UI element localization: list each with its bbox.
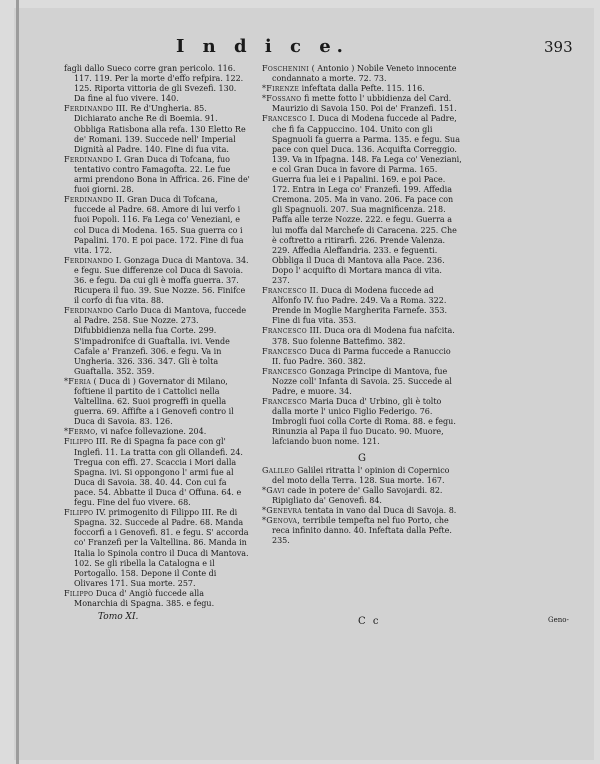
- entry-heading: Ferdinando: [64, 306, 114, 316]
- entry-heading: Francesco: [262, 346, 307, 356]
- index-entry: [64, 437, 250, 508]
- entry-text: terribile tempefta nel fuo Porto, che reca infinito danno. 40. Infeftata dalla Pefte. 235.: [272, 516, 452, 546]
- index-entry: [64, 195, 250, 256]
- entry-text: III. Re di Spagna fa pace con gl' Inglefi. 11. La tratta con gli Ollandefi. 24. Tregua con effi. 27. Scaccia i Mori dalla Spagna. ivi. Si oppongono l' armi fue al Duca di Savoia. 38. 40. 44. Con cui fa pace. 54. Abbatte il Duca d' Offuna. 64. e fegu. Fine del fuo vivere. 68.: [74, 437, 243, 508]
- entry-heading: Filippo: [64, 588, 94, 598]
- index-entry: [262, 84, 462, 94]
- volume-label: Tomo XI.: [98, 612, 139, 622]
- entry-text: III. Duca ora di Modena fua nafcita. 378. Suo folenne Battefimo. 382.: [272, 326, 455, 346]
- entry-heading: Filippo: [64, 508, 94, 518]
- entry-heading: Ferdinando: [64, 104, 114, 114]
- entry-heading: Ferdinando: [64, 255, 114, 265]
- entry-heading: *Gavi: [262, 485, 285, 495]
- index-entry: [262, 94, 462, 114]
- entry-text: I. Duca di Modena fuccede al Padre, che fi fa Cappuccino. 104. Unito con gli Spagnuoli fa guerra a Parma. 135. e fegu. Sua pace con quel Duca. 136. Acquifta Correggio. 139. Va in Ifpagna. 148. Fa Lega co' Veneziani, e col Gran Duca in favore di Parma. 165. Guerra fua lei e i Papalini. 169. e poi Pace. 172. Entra in Lega co' Franzefi. 199. Affedia Cremona. 205. Ma in vano. 206. Fa pace con gli Spagnuoli. 207. Sua magnificenza. 218. Paffa alle terze Nozze. 222. e fegu. Guerra a lui moffa dal Marchefe di Caracena. 225. Che è coftretto a ritirarfi. 226. Prende Valenza. 229. Affedia Aleffandria. 233. e feguenti. Obbliga il Duca di Mantova alla Pace. 236. Dopo l' acquifto di Mortara manca di vita. 237.: [272, 114, 462, 285]
- index-entry: [262, 64, 462, 84]
- entry-text: IV. primogenito di Filippo III. Re di Spagna. 32. Succede al Padre. 68. Manda foccorfi a i Genovefi. 81. e fegu. S' accorda co' Franzefi per la Valtellina. 86. Manda in Italia lo Spinola contro il Duca di Mantova. 102. Se gli ribella la Catalogna e il Portogallo. 158. Depone il Conte di Olivares 171. Sua morte. 257.: [74, 508, 249, 588]
- entry-text: vi nafce follevazione. 204.: [100, 427, 207, 437]
- index-entry: [262, 286, 462, 326]
- entry-text: infeftata dalla Pefte. 115. 116.: [301, 84, 425, 94]
- index-entry: [64, 64, 250, 104]
- entry-text: ( Antonio ) Nobile Veneto innocente condannato a morte. 72. 73.: [272, 64, 457, 84]
- entry-heading: Francesco: [262, 286, 307, 296]
- entry-text: tentata in vano dal Duca di Savoja. 8.: [304, 506, 457, 516]
- left-column: [64, 64, 250, 609]
- entry-text: Galilei ritratta l' opinion di Copernico del moto della Terra. 128. Sua morte. 167.: [272, 465, 450, 485]
- catchword: Geno-: [548, 616, 569, 624]
- entry-text: Duca di Parma fuccede a Ranuccio II. fuo Padre. 360. 382.: [272, 346, 451, 366]
- right-column: [262, 64, 462, 546]
- page-number: 393: [544, 38, 573, 56]
- entry-text: fi mette fotto l' ubbidienza del Card. Maurizio di Savoia 150. Poi de' Franzefi. 151.: [272, 94, 457, 114]
- index-entry: [64, 508, 250, 589]
- entry-heading: *Fermo,: [64, 427, 99, 437]
- entry-text: Gonzaga Principe di Mantova, fue Nozze coll' Infanta di Savoia. 25. Succede al Padre, e muore. 34.: [272, 366, 452, 396]
- entry-text: Duca d' Angiò fuccede alla Monarchia di Spagna. 385. e fegu.: [74, 588, 215, 608]
- index-entry: [262, 506, 462, 516]
- entry-text: I. Gonzaga Duca di Mantova. 34. e fegu. Sue differenze col Duca di Savoia. 36. e fegu. Da cui gli è moffa guerra. 37. Ricupera il fuo. 39. Sue Nozze. 56. Finifce il corfo di fua vita. 88.: [74, 255, 249, 306]
- binding-edge: [16, 0, 19, 764]
- index-entry: [262, 486, 462, 506]
- signature-mark: C c: [358, 616, 381, 627]
- index-entry: [262, 516, 462, 546]
- page-title: I n d i c e.: [176, 36, 349, 57]
- index-entry: [64, 427, 250, 437]
- entry-heading: Ferdinando: [64, 195, 114, 205]
- index-entry: [64, 155, 250, 195]
- section-letter: G: [358, 452, 366, 464]
- entry-heading: *Feria: [64, 376, 91, 386]
- entry-text: cade in potere de' Gallo Savojardi. 82. Ripigliato da' Genovefi. 84.: [272, 485, 443, 505]
- entry-heading: Foschenini: [262, 64, 310, 73]
- entry-text: I. Gran Duca di Tofcana, fuo tentativo contro Famagofta. 22. Le fue armi prendono Bona in Affrica. 26. Fine de' fuoi giorni. 28.: [74, 154, 250, 195]
- index-entry: [262, 397, 462, 447]
- entry-heading: Ferdinando: [64, 154, 114, 164]
- entry-heading: *Genevra: [262, 506, 302, 516]
- entry-text: ( Duca di ) Governator di Milano, foftiene il partito de i Cattolici nella Valtellina. 62. Suoi progreffi in quella guerra. 69. Affifte a i Genovefi contro il Duca di Savoia. 83. 126.: [74, 376, 234, 427]
- index-entry: [64, 104, 250, 154]
- entry-text: II. Gran Duca di Tofcana, fuccede al Padre. 68. Amore di lui verfo i fuoi Popoli. 116. Fa Lega co' Veneziani, e col Duca di Modena. 165. Sua guerra co i Papalini. 170. E poi pace. 172. Fine di fua vita. 172.: [74, 195, 244, 255]
- entry-text: III. Re d'Ungheria. 85. Dichiarato anche Re di Boemia. 91. Obbliga Ratisbona alla refa. 130 Eletto Re de' Romani. 139. Succede nell' Imperial Dignità al Padre. 140. Fine di fua vita.: [74, 104, 246, 154]
- entry-heading: *Firenze: [262, 84, 300, 94]
- entry-heading: Francesco: [262, 326, 307, 336]
- entry-heading: *Fossano: [262, 94, 302, 104]
- entry-heading: Francesco: [262, 366, 307, 376]
- index-entry: [64, 306, 250, 377]
- entry-text: Carlo Duca di Mantova, fuccede al Padre. 258. Sue Nozze. 273. Difubbidienza nella fua Corte. 299. S'impadronifce di Guaftalla. ivi. Vende Cafale a' Franzefi. 306. e fegu. Va in Ungheria. 326. 336. 347. Gli è tolta Guaftalla. 352. 359.: [74, 306, 247, 376]
- index-entry: [64, 256, 250, 306]
- entry-heading: Galileo: [262, 465, 295, 475]
- entry-text: Maria Duca d' Urbino, gli è tolto dalla morte l' unico Figlio Federigo. 76. Imbrogli fuoi colla Corte di Roma. 88. e fegu. Rinunzia al Papa il fuo Ducato. 90. Muore, lafciando buon nome. 121.: [272, 397, 456, 447]
- index-entry: [262, 466, 462, 486]
- index-entry: [64, 589, 250, 609]
- entry-heading: Francesco: [262, 397, 307, 407]
- index-entry: [262, 114, 462, 286]
- entry-text: fagli dallo Sueco corre gran pericolo. 116. 117. 119. Per la morte d'effo refpira. 122. 125. Riporta vittoria de gli Svezefi. 130. Da fine al fuo vivere. 140.: [64, 64, 244, 104]
- index-entry: [262, 347, 462, 367]
- index-entry: [262, 367, 462, 397]
- entry-heading: Filippo: [64, 437, 94, 447]
- index-entry: [262, 326, 462, 346]
- entry-text: II. Duca di Modena fuccede ad Alfonfo IV. fuo Padre. 249. Va a Roma. 322. Prende in Moglie Margherita Farnefe. 353. Fine di fua vita. 353.: [272, 286, 448, 326]
- entry-heading: Francesco: [262, 114, 307, 124]
- entry-heading: *Genova,: [262, 516, 301, 526]
- index-entry: [64, 377, 250, 427]
